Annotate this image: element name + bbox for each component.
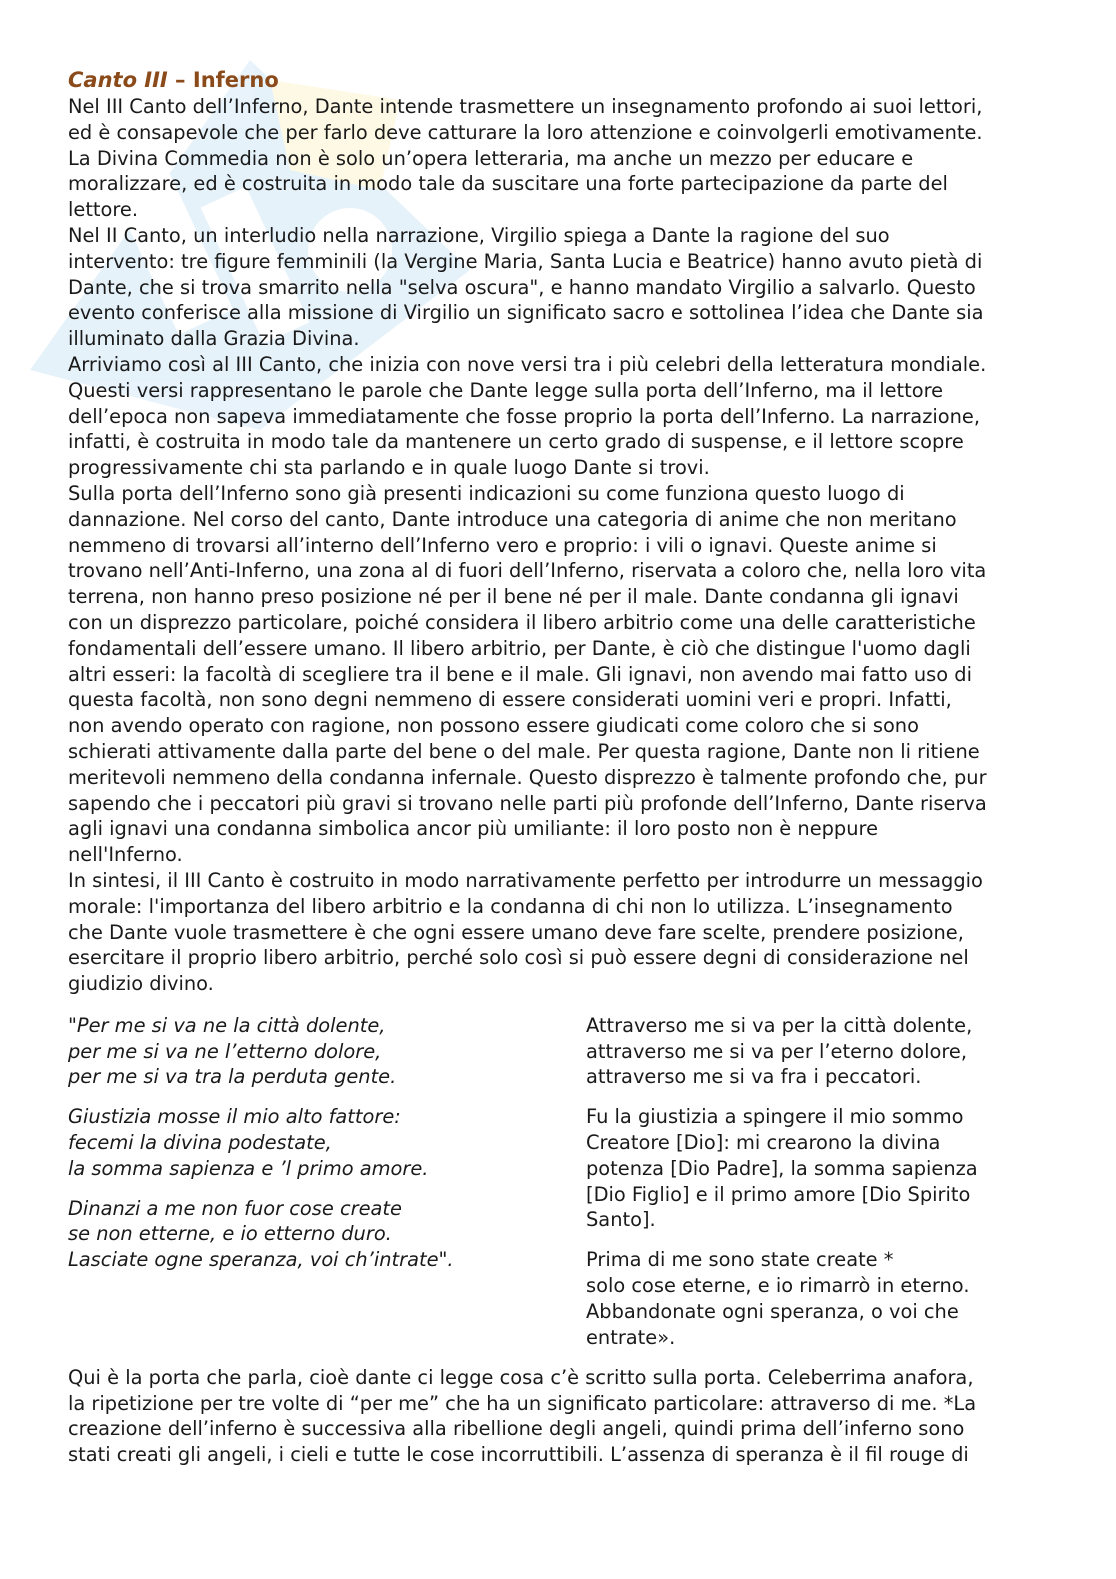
paragraph-summary: In sintesi, il III Canto è costruito in modo narrativamente perfetto per introdurre un messaggio morale: l'importanza del libero arbitrio e la condanna di chi non lo utilizza. L’insegnamento che Dante vuole trasmettere è che ogni essere umano deve fare scelte, prendere posizione, esercitare il proprio libero arbitrio, perché solo così si può essere degni di considerazione nel giudizio divino. [68,868,983,996]
document-body [68,66,1048,1468]
title-topic: Inferno [192,68,279,92]
title-separator: – [167,68,193,92]
paragraph-closing: Qui è la porta che parla, cioè dante ci legge cosa c’è scritto sulla porta. Celeberrima anafora, la ripetizione per tre volte di “per me” che ha un significato particolare: attraverso di me. *La creazione dell’inferno è successiva alla ribellione degli angeli, quindi prima dell’inferno sono stati creati gli angeli, i cieli e tutte le cose incorruttibili. L’assenza di speranza è il fil rouge di [68,1365,977,1467]
verse-paraphrase-stanza: Fu la giustizia a spingere il mio sommo Creatore [Dio]: mi crearono la divina potenza [Dio Padre], la somma sapienza [Dio Figlio] e il primo amore [Dio Spirito Santo]. [586,1105,978,1232]
paragraph-canto-ii: Nel II Canto, un interludio nella narrazione, Virgilio spiega a Dante la ragione del suo intervento: tre figure femminili (la Vergine Maria, Santa Lucia e Beatrice) hanno avuto pietà di Dante, che si trova smarrito nella "selva oscura", e hanno mandato Virgilio a salvarlo. Questo evento conferisce alla missione di Virgilio un significato sacro e sottolinea l’idea che Dante sia illuminato dalla Grazia Divina. [68,223,984,351]
verses-paraphrase-column [586,1013,1026,1365]
verse-original-stanza: "Per me si va ne la città dolente, per me si va ne l’etterno dolore, per me si va tra la perduta gente. [68,1013,397,1089]
paragraph-intro: Nel III Canto dell’Inferno, Dante intende trasmettere un insegnamento profondo ai suoi lettori, ed è consapevole che per farlo deve catturare la loro attenzione e coinvolgerli emotivamente. La Divina Commedia non è solo un’opera letteraria, ma anche un mezzo per educare e moralizzare, ed è costruita in modo tale da suscitare una forte partecipazione da parte del lettore. [68,95,983,222]
verse-original-stanza: Dinanzi a me non fuor cose create se non etterne, e io etterno duro. Lasciate ogne speranza, voi ch’intrate". [68,1196,454,1272]
verse-original-stanza: Giustizia mosse il mio alto fattore: fecemi la divina podestate, la somma sapienza e ’l primo amore. [68,1105,429,1180]
section-title [68,66,1048,94]
verse-paraphrase-stanza: Attraverso me si va per la città dolente, attraverso me si va per l’eterno dolore, attraverso me si va fra i peccatori. [586,1013,973,1089]
canto-label: Canto III [68,68,168,92]
verse-comparison [68,1013,1048,1349]
paragraph-ignavi: Sulla porta dell’Inferno sono già presenti indicazioni su come funziona questo luogo di dannazione. Nel corso del canto, Dante introduce una categoria di anime che non meritano nemmeno di trovarsi all’interno dell’Inferno vero e proprio: i vili o ignavi. Queste anime si trovano nell’Anti-Inferno, una zona al di fuori dell’Inferno, riservata a coloro che, nella loro vita terrena, non hanno preso posizione né per il bene né per il male. Dante condanna gli ignavi con un disprezzo particolare, poiché considera il libero arbitrio come una delle caratteristiche fondamentali dell’essere umano. Il libero arbitrio, per Dante, è ciò che distingue l'uomo dagli altri esseri: la facoltà di scegliere tra il bene e il male. Gli ignavi, non avendo mai fatto uso di questa facoltà, non sono degni nemmeno di essere considerati uomini veri e propri. Infatti, non avendo operato con ragione, non possono essere giudicati come coloro che si sono schierati attivamente dalla parte del bene o del male. Per questa ragione, Dante non li ritiene meritevoli nemmeno della condanna infernale. Questo disprezzo è talmente profondo che, pur sapendo che i peccatori più gravi si trovano nelle parti più profonde dell’Inferno, Dante riserva agli ignavi una condanna simbolica ancor più umiliante: il loro posto non è neppure nell'Inferno. [68,481,987,867]
paragraph-canto-iii: Arriviamo così al III Canto, che inizia con nove versi tra i più celebri della letteratura mondiale. Questi versi rappresentano le parole che Dante legge sulla porta dell’Inferno, ma il lettore dell’epoca non sapeva immediatamente che fosse proprio la porta dell’Inferno. La narrazione, infatti, è costruita in modo tale da mantenere un certo grado di suspense, e il lettore scopre progressivamente chi sta parlando e in quale luogo Dante si trovi. [68,352,987,480]
verses-original-column [68,1013,538,1287]
verse-paraphrase-stanza: Prima di me sono state create * solo cose eterne, e io rimarrò in eterno. Abbandonate ogni speranza, o voi che entrate». [586,1248,970,1349]
